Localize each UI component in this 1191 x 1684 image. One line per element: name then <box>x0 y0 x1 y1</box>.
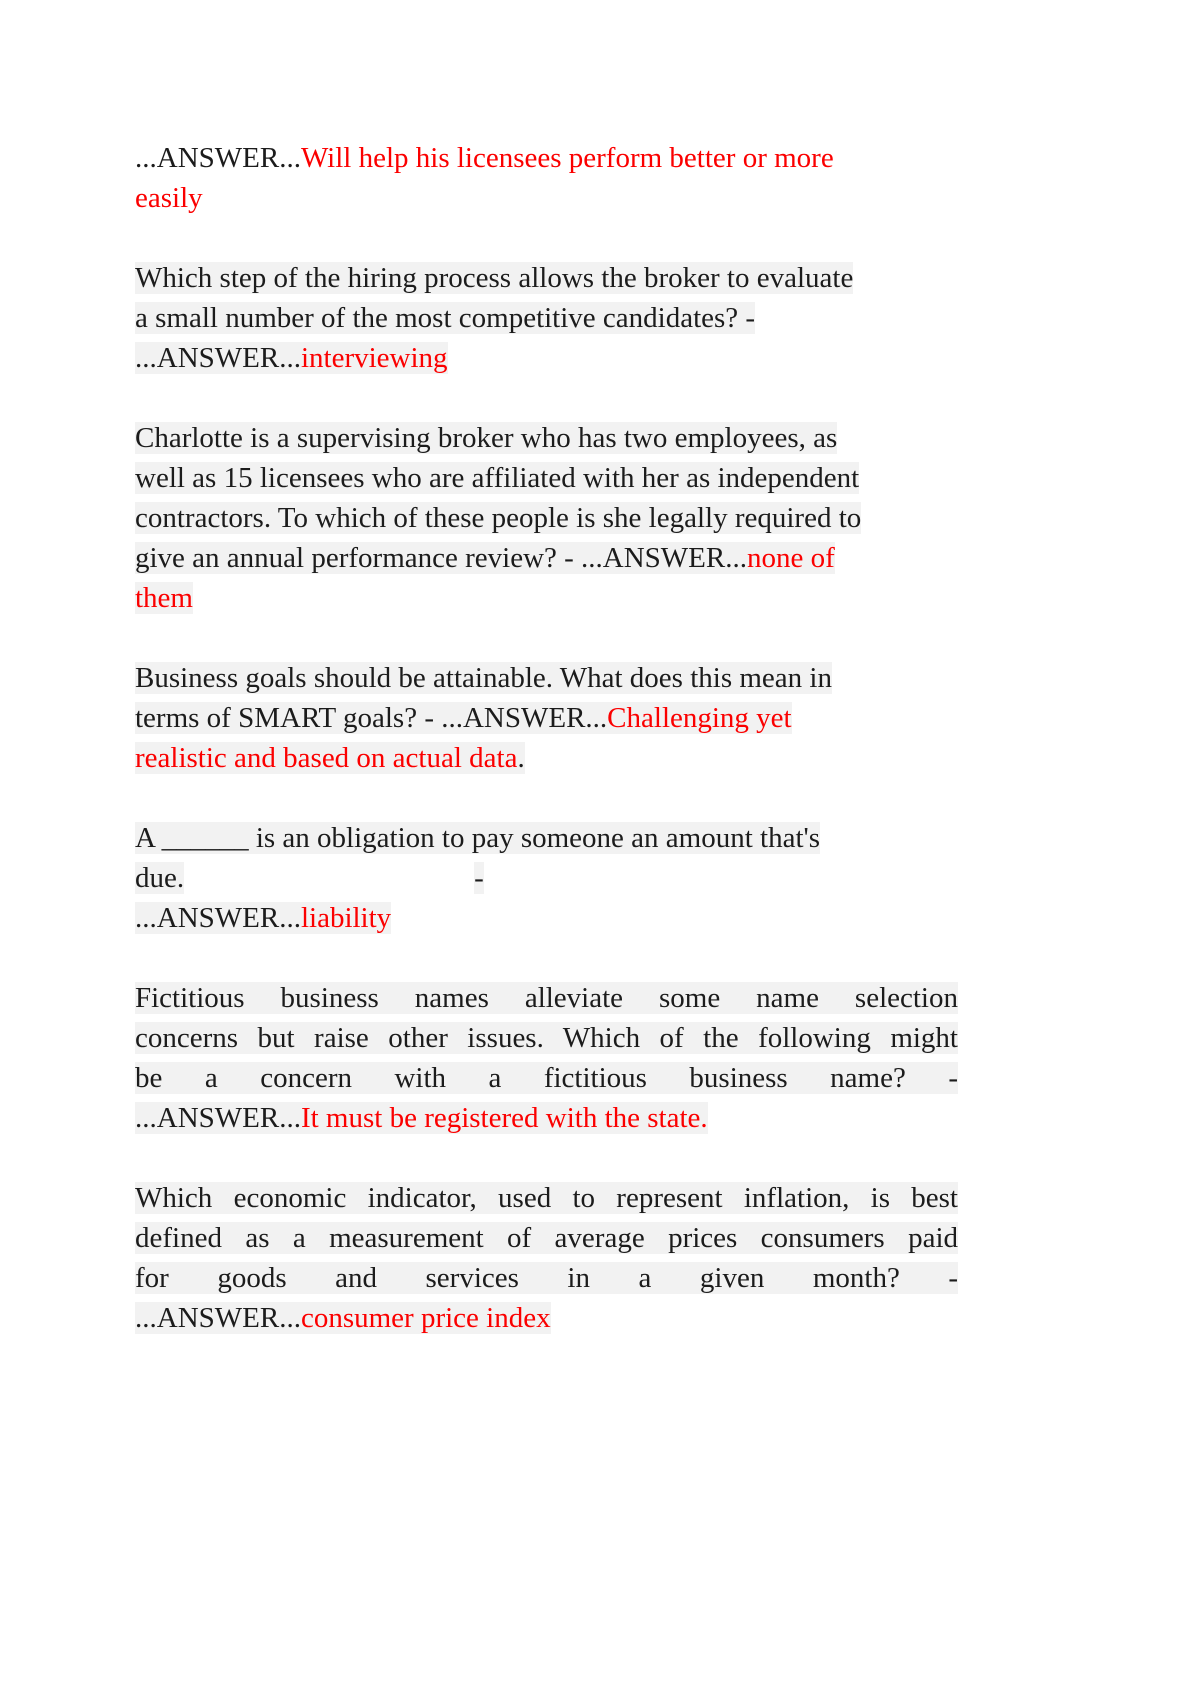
text-line <box>135 1018 958 1058</box>
qa-block-6 <box>135 978 958 1138</box>
text-line <box>135 898 958 938</box>
answer-text: Challenging yet <box>607 702 792 734</box>
question-text: ...ANSWER... <box>135 142 301 174</box>
qa-block-4 <box>135 658 958 778</box>
answer-text: Will help his licensees perform better or more <box>300 142 834 174</box>
text-line <box>135 658 958 698</box>
question-text: Which economic indicator, used to represent inflation, is best <box>135 1182 958 1214</box>
qa-block-7 <box>135 1178 958 1338</box>
text-line <box>135 978 958 1018</box>
text-line <box>135 698 958 738</box>
question-text: terms of SMART goals? - ...ANSWER... <box>135 702 608 734</box>
text-line <box>135 498 958 538</box>
answer-text: them <box>135 582 193 614</box>
answer-text: realistic and based on actual data <box>135 742 518 774</box>
question-text: Charlotte is a supervising broker who has two employees, as <box>135 422 838 454</box>
qa-block-2 <box>135 258 958 378</box>
question-text: Which step of the hiring process allows the broker to evaluate <box>135 262 854 294</box>
text-line <box>135 1178 958 1218</box>
question-text: Business goals should be attainable. What does this mean in <box>135 662 832 694</box>
question-text: - <box>474 862 484 894</box>
answer-text: liability <box>300 902 392 934</box>
question-text: . <box>517 742 525 774</box>
question-text: ...ANSWER... <box>135 1102 301 1134</box>
answer-text: It must be registered with the state. <box>300 1102 708 1134</box>
text-line <box>135 178 958 218</box>
text-line <box>135 1098 958 1138</box>
question-text: a small number of the most competitive candidates? - <box>135 302 756 334</box>
text-line <box>135 258 958 298</box>
text-line <box>135 338 958 378</box>
answer-text: easily <box>135 182 203 214</box>
question-text: Fictitious business names alleviate some name selection <box>135 982 958 1014</box>
question-text: contractors. To which of these people is she legally required to <box>135 502 862 534</box>
question-text: ...ANSWER... <box>135 1302 301 1334</box>
question-text: for goods and services in a given month? - <box>135 1262 958 1294</box>
question-text: concerns but raise other issues. Which of the following might <box>135 1022 958 1054</box>
text-line <box>135 858 958 898</box>
answer-text: interviewing <box>300 342 448 374</box>
text-line <box>135 418 958 458</box>
qa-block-5 <box>135 818 958 938</box>
text-line <box>135 818 958 858</box>
text-line <box>135 458 958 498</box>
text-line <box>135 298 958 338</box>
qa-block-1 <box>135 138 958 218</box>
text-line <box>135 1258 958 1298</box>
question-text: A ______ is an obligation to pay someone an amount that's <box>135 822 821 854</box>
answer-text: consumer price index <box>300 1302 551 1334</box>
question-text: due. <box>135 862 185 894</box>
qa-block-3 <box>135 418 958 618</box>
document-body <box>135 138 958 1338</box>
answer-text: none of <box>747 542 835 574</box>
text-line <box>135 1058 958 1098</box>
text-line <box>135 578 958 618</box>
text-line <box>135 538 958 578</box>
text-line <box>135 738 958 778</box>
question-text: ...ANSWER... <box>135 902 301 934</box>
text-line <box>135 1218 958 1258</box>
question-text: ...ANSWER... <box>135 342 301 374</box>
text-line <box>135 1298 958 1338</box>
question-text: well as 15 licensees who are affiliated with her as independent <box>135 462 860 494</box>
text-line <box>135 138 958 178</box>
question-text: give an annual performance review? - ...ANSWER... <box>135 542 747 574</box>
question-text: be a concern with a fictitious business name? - <box>135 1062 958 1094</box>
question-text: defined as a measurement of average prices consumers paid <box>135 1222 958 1254</box>
